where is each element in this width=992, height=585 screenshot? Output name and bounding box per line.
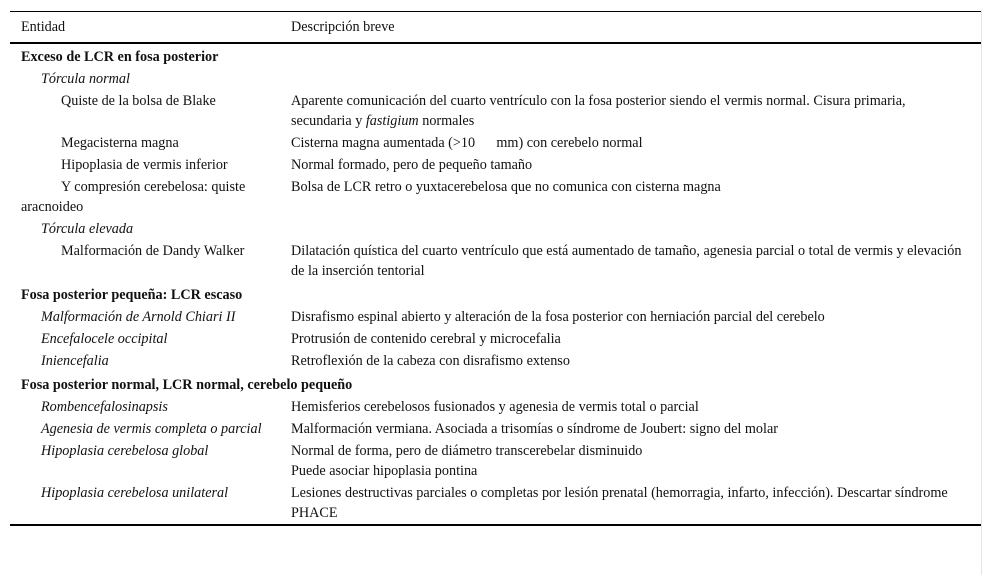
group-title: Exceso de LCR en fosa posterior xyxy=(21,49,219,65)
entity-cell: Malformación de Arnold Chiari II xyxy=(41,309,236,325)
entity-cell: Malformación de Dandy Walker xyxy=(61,243,245,259)
table-row xyxy=(10,482,981,525)
group-row xyxy=(10,43,981,68)
description-cell: Protrusión de contenido cerebral y microcefalia xyxy=(291,331,561,347)
subgroup-row xyxy=(10,218,981,240)
description-cell: Normal formado, pero de pequeño tamaño xyxy=(291,157,533,173)
description-cell xyxy=(280,90,981,132)
entity-cell: Hipoplasia cerebelosa global xyxy=(41,443,209,459)
column-header-description: Descripción breve xyxy=(291,18,395,35)
group-title: Fosa posterior normal, LCR normal, cerebelo pequeño xyxy=(21,377,353,393)
description-line: Puede asociar hipoplasia pontina xyxy=(291,463,478,479)
malformations-table xyxy=(10,11,981,526)
entity-cell: Hipoplasia de vermis inferior xyxy=(61,157,228,173)
subgroup-title: Tórcula elevada xyxy=(41,221,134,237)
table-row xyxy=(10,154,981,176)
description-cell: Disrafismo espinal abierto y alteración de la fosa posterior con herniación parcial del cerebelo xyxy=(291,309,825,325)
subgroup-row xyxy=(10,68,981,90)
description-cell: Dilatación quística del cuarto ventrículo que está aumentado de tamaño, agenesia parcial o total de vermis y elevación de la inserción tentorial xyxy=(291,243,962,279)
table-right-edge xyxy=(981,10,982,575)
table-header xyxy=(10,12,981,44)
table-row xyxy=(10,328,981,350)
table-row xyxy=(10,396,981,418)
subgroup-title: Tórcula normal xyxy=(41,71,130,87)
description-italic-term: fastigium xyxy=(365,113,419,129)
table-row xyxy=(10,306,981,328)
description-text: normales xyxy=(418,113,475,129)
entity-cell: Agenesia de vermis completa o parcial xyxy=(41,421,262,437)
entity-cell: Hipoplasia cerebelosa unilateral xyxy=(41,485,229,501)
header-row xyxy=(10,12,981,44)
entity-cell: Iniencefalia xyxy=(41,353,109,369)
table-row xyxy=(10,176,981,218)
column-header-entity: Entidad xyxy=(21,18,66,35)
group-row xyxy=(10,372,981,396)
group-row xyxy=(10,282,981,306)
description-cell: Retroflexión de la cabeza con disrafismo extenso xyxy=(291,353,570,369)
table-row xyxy=(10,132,981,154)
description-cell: Bolsa de LCR retro o yuxtacerebelosa que no comunica con cisterna magna xyxy=(291,179,721,195)
description-text: Aparente comunicación del cuarto ventrículo con la fosa posterior siendo el vermis normal. Cisura primaria, secundaria y xyxy=(291,93,906,129)
description-cell: Malformación vermiana. Asociada a trisomías o síndrome de Joubert: signo del molar xyxy=(291,421,778,437)
table-row xyxy=(10,90,981,132)
table-row xyxy=(10,418,981,440)
table-body xyxy=(10,43,981,525)
table-row xyxy=(10,240,981,282)
description-cell xyxy=(280,440,981,482)
table-row xyxy=(10,350,981,372)
entity-cell: Rombencefalosinapsis xyxy=(41,399,168,415)
entity-cell: Quiste de la bolsa de Blake xyxy=(61,93,216,109)
description-cell: Lesiones destructivas parciales o completas por lesión prenatal (hemorragia, infarto, infección). Descartar síndrome PHACE xyxy=(291,485,948,521)
description-cell: Cisterna magna aumentada (>10 mm) con cerebelo normal xyxy=(291,135,643,151)
description-cell: Hemisferios cerebelosos fusionados y agenesia de vermis total o parcial xyxy=(291,399,699,415)
entity-cell: Encefalocele occipital xyxy=(41,331,168,347)
table-row xyxy=(10,440,981,482)
entity-cell: Megacisterna magna xyxy=(61,135,179,151)
group-title: Fosa posterior pequeña: LCR escaso xyxy=(21,287,243,303)
description-line: Normal de forma, pero de diámetro transcerebelar disminuido xyxy=(291,443,643,459)
entity-cell: Y compresión cerebelosa: quiste aracnoideo xyxy=(21,179,246,215)
